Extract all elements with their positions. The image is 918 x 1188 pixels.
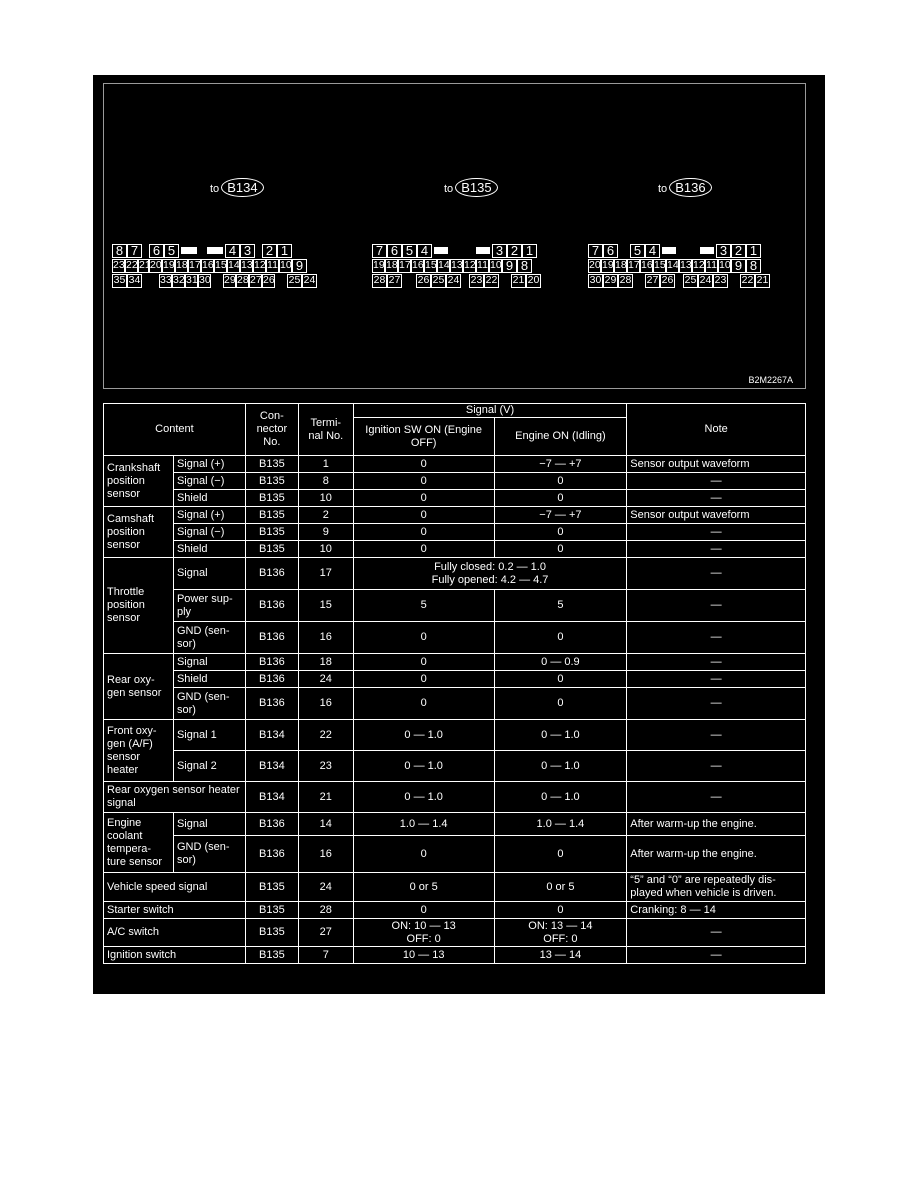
note: Sensor output waveform [627, 507, 806, 524]
connector-pin: 25 [432, 274, 445, 286]
item-subname: Signal (−) [173, 524, 245, 541]
connector-pin: 24 [447, 274, 460, 286]
connector-id: B136 [669, 178, 711, 197]
connector-pin: 2 [262, 244, 277, 258]
connector-pin: 11 [267, 259, 278, 271]
connector-no: B135 [245, 902, 298, 919]
header-ignition-on: Ignition SW ON (Engine OFF) [353, 418, 494, 456]
engine-on-value: −7 — +7 [494, 456, 627, 473]
ignition-on-value: 0 [353, 507, 494, 524]
table-row [104, 902, 806, 919]
connector-pin: 27 [646, 274, 659, 286]
terminal-no: 9 [298, 524, 353, 541]
header-note: Note [627, 404, 806, 456]
connector-pin: 21 [756, 274, 769, 286]
table-row [104, 919, 806, 947]
table-row [104, 622, 806, 654]
connector-pin: 14 [438, 259, 450, 271]
connector-label [444, 178, 498, 197]
engine-on-value: 0 [494, 902, 627, 919]
connector-no: B135 [245, 524, 298, 541]
connector-key [434, 247, 448, 254]
ignition-on-value: 0 [353, 456, 494, 473]
connector-pin: 19 [163, 259, 175, 271]
note: Sensor output waveform [627, 456, 806, 473]
connector-pin: 8 [746, 259, 761, 273]
connector-pin: 25 [288, 274, 301, 286]
connector-pin: 18 [176, 259, 188, 271]
connector-pin: 2 [507, 244, 522, 258]
connector-no: B136 [245, 813, 298, 836]
item-subname: Signal 2 [173, 751, 245, 782]
engine-on-value: 5 [494, 590, 627, 622]
connector-pin: 12 [254, 259, 266, 271]
terminal-no: 15 [298, 590, 353, 622]
connector-no: B136 [245, 558, 298, 590]
figure-code: B2M2267A [748, 375, 793, 385]
manual-figure [93, 75, 825, 994]
ignition-on-value: 0 [353, 654, 494, 671]
item-subname: Signal (+) [173, 507, 245, 524]
engine-on-value: 0 [494, 688, 627, 720]
connector-pin: 28 [619, 274, 632, 286]
connector-pin: 4 [225, 244, 240, 258]
engine-on-value: 0 — 1.0 [494, 720, 627, 751]
terminal-no: 24 [298, 671, 353, 688]
ignition-on-value: ON: 10 — 13 OFF: 0 [353, 919, 494, 947]
ignition-on-value: 0 or 5 [353, 873, 494, 902]
connector-pin: 30 [199, 274, 211, 286]
connector-pin: 27 [250, 274, 262, 286]
item-subname: Signal [173, 654, 245, 671]
connector-label [658, 178, 712, 197]
connector-pin: 29 [224, 274, 236, 286]
connector-id: B135 [455, 178, 497, 197]
connector-pin: 14 [667, 259, 679, 271]
engine-on-value: 13 — 14 [494, 947, 627, 964]
connector-no: B136 [245, 590, 298, 622]
connector-key [700, 247, 714, 254]
terminal-no: 24 [298, 873, 353, 902]
header-engine-on: Engine ON (Idling) [494, 418, 627, 456]
ignition-on-value: 0 [353, 836, 494, 873]
ignition-on-value: 0 [353, 688, 494, 720]
connector-no: B136 [245, 836, 298, 873]
table-row [104, 590, 806, 622]
item-name: Rear oxygen sensor heater signal [104, 782, 246, 813]
to-label: to [658, 183, 668, 195]
to-label: to [444, 183, 454, 195]
connector-pin: 18 [386, 259, 398, 271]
connector-no: B135 [245, 919, 298, 947]
item-subname: Shield [173, 671, 245, 688]
ignition-on-value: 0 [353, 622, 494, 654]
header-content: Content [104, 404, 246, 456]
connector-pin: 5 [402, 244, 417, 258]
table-row [104, 947, 806, 964]
item-subname: Power sup- ply [173, 590, 245, 622]
header-terminal: Termi- nal No. [298, 404, 353, 456]
connector-pin: 32 [173, 274, 185, 286]
note: — [627, 751, 806, 782]
connector-pin: 17 [399, 259, 411, 271]
connector-no: B135 [245, 507, 298, 524]
table-row [104, 654, 806, 671]
item-subname: Signal 1 [173, 720, 245, 751]
terminal-no: 10 [298, 490, 353, 507]
connector-pin: 12 [464, 259, 476, 271]
item-name: Vehicle speed signal [104, 873, 246, 902]
table-row [104, 813, 806, 836]
note: — [627, 919, 806, 947]
connector-key [662, 247, 676, 254]
table-row [104, 671, 806, 688]
terminal-no: 14 [298, 813, 353, 836]
connector-pin: 13 [680, 259, 692, 271]
connector-pin: 35 [113, 274, 126, 286]
connector-pin: 4 [645, 244, 660, 258]
connector-key [181, 247, 197, 254]
ignition-on-value: 0 [353, 490, 494, 507]
header-signal: Signal (V) [353, 404, 627, 418]
connector-no: B135 [245, 456, 298, 473]
connector-pin: 17 [189, 259, 201, 271]
item-subname: Shield [173, 541, 245, 558]
note: — [627, 720, 806, 751]
note: — [627, 490, 806, 507]
connector-pin: 20 [150, 259, 162, 271]
ignition-on-value: 0 — 1.0 [353, 720, 494, 751]
connector-pin: 31 [186, 274, 198, 286]
table-row [104, 473, 806, 490]
ignition-on-value: 10 — 13 [353, 947, 494, 964]
connector-pin: 6 [149, 244, 164, 258]
item-name: Starter switch [104, 902, 246, 919]
item-subname: Signal [173, 558, 245, 590]
table-row [104, 524, 806, 541]
connector-pin: 15 [215, 259, 227, 271]
connector-label [210, 178, 264, 197]
engine-on-value: 1.0 — 1.4 [494, 813, 627, 836]
terminal-no: 17 [298, 558, 353, 590]
connector-pin: 22 [485, 274, 498, 286]
note: After warm-up the engine. [627, 836, 806, 873]
terminal-no: 18 [298, 654, 353, 671]
table-row [104, 836, 806, 873]
connector-pin: 23 [714, 274, 727, 286]
terminal-no: 10 [298, 541, 353, 558]
connector-id: B134 [221, 178, 263, 197]
header-connector: Con- nector No. [245, 404, 298, 456]
table-row [104, 541, 806, 558]
connector-pin: 3 [716, 244, 731, 258]
engine-on-value: 0 [494, 622, 627, 654]
ignition-on-value: 5 [353, 590, 494, 622]
note: — [627, 947, 806, 964]
terminal-spec-table [103, 403, 806, 964]
connector-pin: 10 [280, 259, 292, 271]
engine-on-value: 0 [494, 473, 627, 490]
item-subname: Shield [173, 490, 245, 507]
table-row [104, 782, 806, 813]
table-row [104, 720, 806, 751]
engine-on-value: 0 [494, 490, 627, 507]
terminal-no: 1 [298, 456, 353, 473]
terminal-no: 8 [298, 473, 353, 490]
table-row [104, 688, 806, 720]
note: — [627, 654, 806, 671]
connector-pin: 22 [741, 274, 754, 286]
connector-key [207, 247, 223, 254]
terminal-no: 16 [298, 836, 353, 873]
item-group: Camshaft position sensor [104, 507, 174, 558]
signal-value: Fully closed: 0.2 — 1.0 Fully opened: 4.2 — 4.7 [353, 558, 627, 590]
terminal-no: 23 [298, 751, 353, 782]
engine-on-value: 0 [494, 524, 627, 541]
note: — [627, 782, 806, 813]
item-subname: GND (sen- sor) [173, 688, 245, 720]
item-subname: Signal (+) [173, 456, 245, 473]
ignition-on-value: 0 [353, 473, 494, 490]
connector-no: B135 [245, 490, 298, 507]
note: — [627, 622, 806, 654]
connector-pin: 15 [654, 259, 666, 271]
connector-pin: 33 [160, 274, 172, 286]
engine-on-value: 0 — 1.0 [494, 782, 627, 813]
connector-pin: 5 [164, 244, 179, 258]
item-name: A/C switch [104, 919, 246, 947]
connector-pin: 7 [127, 244, 142, 258]
table-row [104, 490, 806, 507]
item-subname: Signal (−) [173, 473, 245, 490]
terminal-no: 27 [298, 919, 353, 947]
engine-on-value: 0 — 1.0 [494, 751, 627, 782]
table-row [104, 873, 806, 902]
connector-pin: 17 [628, 259, 640, 271]
connector-no: B136 [245, 654, 298, 671]
engine-on-value: 0 [494, 836, 627, 873]
connector-pin: 24 [699, 274, 712, 286]
connector-pin: 15 [425, 259, 437, 271]
connector-pin: 1 [522, 244, 537, 258]
engine-on-value: ON: 13 — 14 OFF: 0 [494, 919, 627, 947]
engine-on-value: 0 or 5 [494, 873, 627, 902]
connector-pin: 30 [589, 274, 602, 286]
connector-pin: 19 [602, 259, 614, 271]
terminal-no: 22 [298, 720, 353, 751]
connector-pin: 20 [589, 259, 601, 271]
connector-no: B136 [245, 622, 298, 654]
connector-pin: 3 [240, 244, 255, 258]
connector-pin: 26 [661, 274, 674, 286]
connector-pin: 9 [502, 259, 517, 273]
item-group: Front oxy- gen (A/F) sensor heater [104, 720, 174, 782]
note: — [627, 590, 806, 622]
table-row [104, 558, 806, 590]
item-group: Engine coolant tempera- ture sensor [104, 813, 174, 873]
ignition-on-value: 0 [353, 671, 494, 688]
note: “5” and “0” are repeatedly dis- played when vehicle is driven. [627, 873, 806, 902]
engine-on-value: 0 [494, 671, 627, 688]
note: — [627, 671, 806, 688]
connector-pin: 16 [202, 259, 214, 271]
connector-pin: 26 [417, 274, 430, 286]
item-name: Ignition switch [104, 947, 246, 964]
terminal-no: 7 [298, 947, 353, 964]
table-row [104, 507, 806, 524]
item-group: Rear oxy- gen sensor [104, 654, 174, 720]
connector-pin: 27 [388, 274, 401, 286]
connector-pin: 9 [292, 259, 307, 273]
ignition-on-value: 0 [353, 524, 494, 541]
engine-on-value: 0 — 0.9 [494, 654, 627, 671]
connector-pin: 23 [113, 259, 125, 271]
connector-pin: 25 [684, 274, 697, 286]
connector-pin: 22 [126, 259, 138, 271]
connector-pin: 13 [451, 259, 463, 271]
connector-pin: 19 [373, 259, 385, 271]
note: — [627, 473, 806, 490]
engine-on-value: −7 — +7 [494, 507, 627, 524]
item-subname: Signal [173, 813, 245, 836]
connector-pin: 6 [603, 244, 618, 258]
terminal-no: 2 [298, 507, 353, 524]
ignition-on-value: 0 [353, 541, 494, 558]
connector-pin: 9 [731, 259, 746, 273]
table-row [104, 751, 806, 782]
note: — [627, 558, 806, 590]
table-row [104, 456, 806, 473]
connector-diagram [103, 83, 806, 389]
item-group: Crankshaft position sensor [104, 456, 174, 507]
connector-pin: 5 [630, 244, 645, 258]
terminal-no: 16 [298, 622, 353, 654]
connector-no: B136 [245, 688, 298, 720]
ignition-on-value: 0 — 1.0 [353, 782, 494, 813]
connector-pin: 10 [490, 259, 502, 271]
connector-pin: 28 [237, 274, 249, 286]
terminal-no: 16 [298, 688, 353, 720]
connector-pin: 21 [512, 274, 525, 286]
connector-pin: 20 [527, 274, 540, 286]
connector-pin: 28 [373, 274, 386, 286]
connector-pin: 1 [277, 244, 292, 258]
connector-key [476, 247, 490, 254]
connector-pin: 6 [387, 244, 402, 258]
connector-no: B134 [245, 782, 298, 813]
connector-pin: 21 [139, 259, 151, 271]
connector-pin: 16 [412, 259, 424, 271]
connector-pin: 29 [604, 274, 617, 286]
connector-no: B135 [245, 473, 298, 490]
connector-pin: 10 [719, 259, 731, 271]
connector-pin: 13 [241, 259, 253, 271]
connector-pin: 18 [615, 259, 627, 271]
ignition-on-value: 0 [353, 902, 494, 919]
note: After warm-up the engine. [627, 813, 806, 836]
connector-no: B134 [245, 720, 298, 751]
terminal-no: 21 [298, 782, 353, 813]
connector-pin: 1 [746, 244, 761, 258]
connector-no: B136 [245, 671, 298, 688]
connector-pin: 7 [372, 244, 387, 258]
connector-pin: 14 [228, 259, 240, 271]
connector-pin: 11 [477, 259, 488, 271]
connector-no: B134 [245, 751, 298, 782]
connector-pin: 8 [112, 244, 127, 258]
connector-pin: 34 [128, 274, 141, 286]
connector-pin: 12 [693, 259, 705, 271]
connector-no: B135 [245, 947, 298, 964]
connector-pin: 2 [731, 244, 746, 258]
item-subname: GND (sen- sor) [173, 836, 245, 873]
ignition-on-value: 1.0 — 1.4 [353, 813, 494, 836]
connector-pin: 24 [303, 274, 316, 286]
connector-pin: 23 [470, 274, 483, 286]
connector-pin: 4 [417, 244, 432, 258]
note: — [627, 524, 806, 541]
note: — [627, 688, 806, 720]
connector-pin: 7 [588, 244, 603, 258]
to-label: to [210, 183, 220, 195]
item-subname: GND (sen- sor) [173, 622, 245, 654]
item-group: Throttle position sensor [104, 558, 174, 654]
terminal-no: 28 [298, 902, 353, 919]
connector-pin: 16 [641, 259, 653, 271]
note: Cranking: 8 — 14 [627, 902, 806, 919]
note: — [627, 541, 806, 558]
connector-no: B135 [245, 541, 298, 558]
connector-pin: 26 [263, 274, 275, 286]
connector-no: B135 [245, 873, 298, 902]
engine-on-value: 0 [494, 541, 627, 558]
connector-pin: 3 [492, 244, 507, 258]
ignition-on-value: 0 — 1.0 [353, 751, 494, 782]
connector-pin: 8 [517, 259, 532, 273]
connector-pin: 11 [706, 259, 717, 271]
